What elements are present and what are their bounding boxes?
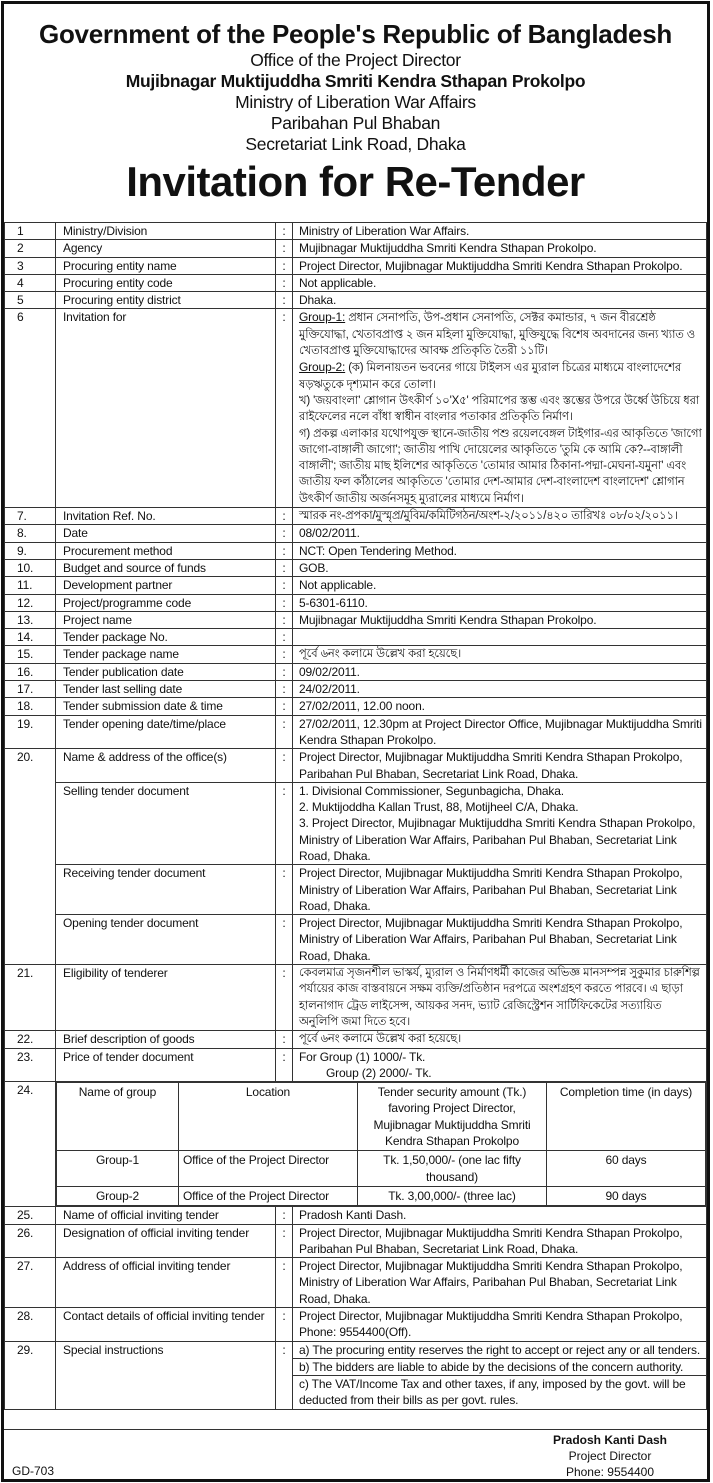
- group-tag: Group-1:: [299, 310, 346, 325]
- row-label: Agency: [56, 240, 276, 257]
- table-row: [5, 629, 707, 646]
- table-row: [5, 749, 707, 783]
- table-row: [5, 698, 707, 715]
- group-table-cell-value: 60 days: [547, 1151, 706, 1187]
- row-label: Designation of official inviting tender: [56, 1224, 276, 1258]
- table-row: [5, 274, 707, 291]
- row-colon: :: [276, 223, 293, 240]
- table-row: [5, 611, 707, 628]
- value-line: পূর্বে ৬নং কলামে উল্লেখ করা হয়েছে।: [299, 648, 462, 661]
- row-colon: :: [276, 1224, 293, 1258]
- row-colon: :: [276, 274, 293, 291]
- row-value: [293, 274, 707, 291]
- notice-heading: Invitation for Re-Tender: [126, 158, 585, 205]
- row-colon: :: [276, 646, 293, 663]
- row-colon: :: [276, 525, 293, 542]
- row-label: Ministry/Division: [56, 223, 276, 240]
- table-row: [5, 525, 707, 542]
- row-colon: :: [276, 594, 293, 611]
- value-line: 1. Divisional Commissioner, Segunbagicha, Dhaka.: [299, 783, 564, 798]
- row-colon: :: [276, 542, 293, 559]
- value-line: কেবলমাত্র সৃজনশীল ভাস্কর্য, ম্যুরাল ও নির্মাণধর্মী কাজের অভিজ্ঞ মানসম্পন্ন সুকুমার চারুশিল্প পর্যায়ের কাজ বাস্তবায়নে সক্ষম ব্যক্তি/প্রতিষ্ঠান দরপত্রে অংশগ্রহণ করতে পারবে। এ ছাড়া হালনাগাদ ট্রেড লাইসেন্স, আয়কর সনদ, ভ্যাট রেজিস্ট্রেশন সার্টিফিকেটের সত্যায়িত অনুলিপি জমা দিতে হবে।: [299, 967, 700, 1028]
- group-table-cell-value: Group-1: [57, 1151, 179, 1187]
- row-number: 11.: [5, 577, 56, 594]
- row-label: Invitation for: [56, 309, 276, 508]
- row-label: Development partner: [56, 577, 276, 594]
- value-line: Group (2) 2000/- Tk.: [326, 1065, 432, 1080]
- government-title: Government of the People's Republic of Bangladesh: [39, 19, 672, 49]
- table-row: [5, 309, 707, 508]
- row-label: Procuring entity district: [56, 292, 276, 309]
- table-row: [5, 782, 707, 864]
- row-number: 25.: [5, 1207, 56, 1224]
- row-label: Budget and source of funds: [56, 559, 276, 576]
- table-row: [5, 594, 707, 611]
- row-colon: :: [276, 508, 293, 525]
- row-number: 28.: [5, 1308, 56, 1342]
- table-row: [5, 1308, 707, 1342]
- row-colon: :: [276, 1207, 293, 1224]
- instruction-item: a) The procuring entity reserves the right to accept or reject any or all tenders.: [293, 1342, 706, 1359]
- value-line: 2. Muktijoddha Kallan Trust, 88, Motijheel C/A, Dhaka.: [299, 800, 579, 815]
- row-value: [293, 594, 707, 611]
- row-value: [293, 1258, 707, 1308]
- value-line: Project Director, Mujibnagar Muktijuddha Smriti Kendra Sthapan Prokolpo, Ministry of Liberation War Affairs, Paribahan Pul Bhaban, Secretariat Link Road, Dhaka.: [299, 1259, 683, 1306]
- row-colon: :: [276, 1341, 293, 1409]
- row-colon: :: [276, 240, 293, 257]
- row-value: [293, 663, 707, 680]
- group-table-cell: [56, 1082, 707, 1207]
- value-line: Mujibnagar Muktijuddha Smriti Kendra Sthapan Prokolpo.: [299, 612, 597, 627]
- row-colon: :: [276, 257, 293, 274]
- table-row: [5, 1258, 707, 1308]
- row-label: Tender opening date/time/place: [56, 715, 276, 749]
- row-colon: :: [276, 698, 293, 715]
- value-line: Mujibnagar Muktijuddha Smriti Kendra Sthapan Prokolpo.: [299, 241, 597, 256]
- row-label: Receiving tender document: [56, 865, 276, 915]
- row-label: Procurement method: [56, 542, 276, 559]
- row-colon: :: [276, 1258, 293, 1308]
- value-line: 27/02/2011, 12.30pm at Project Director Office, Mujibnagar Muktijuddha Smriti Kendra Sthapan Prokolpo.: [299, 716, 702, 747]
- row-colon: :: [276, 865, 293, 915]
- row-number: 29.: [5, 1341, 56, 1409]
- row-colon: :: [276, 715, 293, 749]
- instruction-item: b) The bidders are liable to abide by the decisions of the concern authority.: [293, 1359, 706, 1376]
- value-line: Project Director, Mujibnagar Muktijuddha Smriti Kendra Sthapan Prokolpo, Paribahan Pul Bhaban, Secretariat Link Road, Dhaka.: [299, 750, 683, 781]
- row-colon: :: [276, 1048, 293, 1082]
- value-line: 3. Project Director, Mujibnagar Muktijuddha Smriti Kendra Sthapan Prokolpo, Ministry of Liberation War Affairs, Paribahan Pul Bhaban, Secretariat Link Road, Dhaka.: [299, 816, 696, 863]
- row-number: 23.: [5, 1048, 56, 1082]
- row-value: [293, 577, 707, 594]
- row-colon: :: [276, 629, 293, 646]
- building-line: Paribahan Pul Bhaban: [270, 113, 441, 133]
- row-colon: :: [276, 611, 293, 628]
- value-line: Project Director, Mujibnagar Muktijuddha Smriti Kendra Sthapan Prokolpo, Ministry of Liberation War Affairs, Paribahan Pul Bhaban, Secretariat Link Road, Dhaka.: [299, 866, 683, 913]
- row-number: 6: [5, 309, 56, 508]
- row-value: [293, 1031, 707, 1048]
- row-number: 12.: [5, 594, 56, 611]
- value-line: Ministry of Liberation War Affairs.: [299, 224, 470, 238]
- group-table-cell-value: Group-2: [57, 1186, 179, 1205]
- row-colon: :: [276, 292, 293, 309]
- signatory-phone: Phone: 9554400: [565, 1465, 655, 1479]
- row-number: 9.: [5, 542, 56, 559]
- table-row: [5, 681, 707, 698]
- row-value: [293, 965, 707, 1031]
- group-text: খ) 'জয়বাংলা' শ্লোগান উৎকীর্ণ ১০'X৫' পরিমাপের স্তম্ভ এবং স্তম্ভের উপরে উর্ধ্বে উচিয়ে ধরা রাইফেলের নলে বাঁধা স্বাধীন বাংলার পতাকার প্রতিকৃতি নির্মাণ।: [299, 394, 700, 424]
- value-line: Not applicable.: [299, 275, 377, 290]
- row-value: [293, 1224, 707, 1258]
- row-label: Tender submission date & time: [56, 698, 276, 715]
- row-value: [293, 1308, 707, 1342]
- row-label: Selling tender document: [56, 782, 276, 864]
- value-line: 08/02/2011.: [299, 526, 360, 541]
- group-table-heading: Tender security amount (Tk.) favoring Project Director, Mujibnagar Muktijuddha Smriti Kendra Sthapan Prokolpo: [358, 1083, 547, 1151]
- row-colon: :: [276, 1308, 293, 1342]
- row-number: 19.: [5, 715, 56, 749]
- value-line: স্মারক নং-প্রপকা/মুস্মৃপ্র/মুবিম/কমিটিগঠন/অংশ-২/২০১১/৪২০ তারিখঃ ০৮/০২/২০১১।: [299, 510, 678, 523]
- table-row: [5, 715, 707, 749]
- row-label: Tender publication date: [56, 663, 276, 680]
- row-colon: :: [276, 749, 293, 783]
- group-table-heading: Location: [179, 1083, 358, 1151]
- special-instructions: [293, 1341, 707, 1409]
- row-label: Procuring entity name: [56, 257, 276, 274]
- row-value: [293, 1207, 707, 1224]
- office-line: Office of the Project Director: [250, 50, 461, 70]
- signature-block: [553, 1432, 667, 1480]
- table-row: [5, 1031, 707, 1048]
- group-table-header: [57, 1083, 706, 1151]
- table-row: [5, 577, 707, 594]
- group-table-cell-value: Office of the Project Director: [179, 1186, 358, 1205]
- table-row: [5, 257, 707, 274]
- row-label: Name of official inviting tender: [56, 1207, 276, 1224]
- row-number: 2: [5, 240, 56, 257]
- table-row: [5, 1048, 707, 1082]
- row-number: 24.: [5, 1082, 56, 1207]
- group-table-heading: Name of group: [57, 1083, 179, 1151]
- group-description: [299, 359, 702, 393]
- group-description: [299, 426, 702, 507]
- row-colon: :: [276, 309, 293, 508]
- group-table: [56, 1082, 706, 1206]
- row-number: 5: [5, 292, 56, 309]
- group-table-cell-value: 90 days: [547, 1186, 706, 1205]
- value-line: Project Director, Mujibnagar Muktijuddha Smriti Kendra Sthapan Prokolpo, Ministry of Liberation War Affairs, Paribahan Pul Bhaban, Secretariat Link Road, Dhaka.: [299, 916, 683, 963]
- value-line: Project Director, Mujibnagar Muktijuddha Smriti Kendra Sthapan Prokolpo, Paribahan Pul Bhaban, Secretariat Link Road, Dhaka.: [299, 1225, 683, 1256]
- row-label: Opening tender document: [56, 915, 276, 965]
- row-number: 22.: [5, 1031, 56, 1048]
- row-colon: :: [276, 681, 293, 698]
- group-text: গ) প্রকল্প এলাকার যথোপযুক্ত স্থানে-জাতীয় পশু রয়েলবেঙ্গল টাইগার-এর আকৃতিতে 'জাগো জাগো-বাঙ্গালী জাগো'; জাতীয় পাখি দোয়েলের আকৃতিতে 'তুমি কে আমি কে?--বাঙ্গালী বাঙ্গালী'; জাতীয় মাছ ইলিশের আকৃতিতে 'তোমার আমার ঠিকানা-পদ্মা-মেঘনা-যমুনা' এবং জাতীয় ফল কাঁঠালের আকৃতিতে 'তোমার দেশ-আমার দেশ-বাংলাদেশ বাংলাদেশ' শ্লোগান উৎকীর্ণ জাতীয় অর্জনসমূহ ম্যুরালের মাধ্যমে নির্মাণ।: [299, 427, 702, 505]
- value-line: 27/02/2011, 12.00 noon.: [299, 699, 425, 714]
- group-table-row: [57, 1151, 706, 1187]
- project-name-line: Mujibnagar Muktijuddha Smriti Kendra Sthapan Prokolpo: [125, 71, 586, 91]
- group-table-cell-value: Tk. 3,00,000/- (three lac): [358, 1186, 547, 1205]
- row-value: [293, 257, 707, 274]
- row-colon: :: [276, 663, 293, 680]
- row-colon: :: [276, 915, 293, 965]
- row-value: [293, 698, 707, 715]
- row-label: Date: [56, 525, 276, 542]
- ministry-line: Ministry of Liberation War Affairs: [235, 92, 476, 112]
- table-row: [5, 292, 707, 309]
- invitation-groups: [293, 309, 707, 508]
- row-label: Project/programme code: [56, 594, 276, 611]
- value-line: NCT: Open Tendering Method.: [299, 543, 457, 558]
- row-value: [293, 508, 707, 525]
- row-label: Tender package name: [56, 646, 276, 663]
- row-number: 20.: [5, 749, 56, 965]
- row-value: [293, 681, 707, 698]
- value-line: Project Director, Mujibnagar Muktijuddha Smriti Kendra Sthapan Prokolpo, Phone: 9554400(Off).: [299, 1309, 683, 1340]
- row-value: [293, 782, 707, 864]
- table-row: [5, 915, 707, 965]
- group-description: [299, 393, 702, 426]
- group-table-row: [57, 1186, 706, 1205]
- table-row: [5, 240, 707, 257]
- notice-footer: [4, 1429, 707, 1480]
- group-tag: Group-2:: [299, 360, 346, 375]
- notice-header: [4, 18, 707, 207]
- group-table-cell-value: Office of the Project Director: [179, 1151, 358, 1187]
- value-line: For Group (1) 1000/- Tk.: [299, 1049, 426, 1064]
- row-value: [293, 292, 707, 309]
- row-value: [293, 749, 707, 783]
- row-value: [293, 865, 707, 915]
- row-value: [293, 542, 707, 559]
- group-text: (ক) মিলনায়তন ভবনের গায়ে টাইলস এর ম্যুরাল চিত্রের মাধ্যমে বাংলাদেশের ষড়ঋতুকে দৃশ্যমান করে তোলা।: [299, 362, 681, 391]
- row-value: [293, 223, 707, 240]
- table-row: [5, 542, 707, 559]
- value-line: Pradosh Kanti Dash.: [299, 1208, 407, 1223]
- group-table-cell-value: Tk. 1,50,000/- (one lac fifty thousand): [358, 1151, 547, 1187]
- table-row: [5, 1082, 707, 1207]
- table-row: [5, 1224, 707, 1258]
- group-table-heading: Completion time (in days): [547, 1083, 706, 1151]
- table-row: [5, 865, 707, 915]
- row-value: [293, 629, 707, 646]
- row-value: [293, 1048, 707, 1082]
- value-line: Project Director, Mujibnagar Muktijuddha Smriti Kendra Sthapan Prokolpo.: [299, 258, 683, 273]
- row-label: Price of tender document: [56, 1048, 276, 1082]
- row-colon: :: [276, 1031, 293, 1048]
- tender-details-table: [4, 222, 707, 1410]
- row-number: 17.: [5, 681, 56, 698]
- row-number: 15.: [5, 646, 56, 663]
- row-number: 14.: [5, 629, 56, 646]
- signatory-name: Pradosh Kanti Dash: [552, 1433, 667, 1447]
- row-number: 26.: [5, 1224, 56, 1258]
- tender-notice: [1, 1, 710, 1482]
- row-label: Brief description of goods: [56, 1031, 276, 1048]
- row-number: 21.: [5, 965, 56, 1031]
- row-value: [293, 915, 707, 965]
- row-number: 4: [5, 274, 56, 291]
- table-row: [5, 663, 707, 680]
- row-number: 18.: [5, 698, 56, 715]
- row-value: [293, 559, 707, 576]
- row-label: Tender package No.: [56, 629, 276, 646]
- row-label: Tender last selling date: [56, 681, 276, 698]
- value-line: Not applicable.: [299, 578, 377, 593]
- row-label: Invitation Ref. No.: [56, 508, 276, 525]
- row-colon: :: [276, 559, 293, 576]
- row-number: 13.: [5, 611, 56, 628]
- table-row: [5, 1341, 707, 1409]
- row-label: Name & address of the office(s): [56, 749, 276, 783]
- table-row: [5, 559, 707, 576]
- signatory-designation: Project Director: [568, 1449, 652, 1463]
- value-line: 5-6301-6110.: [299, 595, 368, 610]
- row-label: Address of official inviting tender: [56, 1258, 276, 1308]
- row-value: [293, 646, 707, 663]
- table-row: [5, 646, 707, 663]
- address-line: Secretariat Link Road, Dhaka: [245, 134, 466, 154]
- row-label: Project name: [56, 611, 276, 628]
- row-label: Special instructions: [56, 1341, 276, 1409]
- row-value: [293, 715, 707, 749]
- row-number: 27.: [5, 1258, 56, 1308]
- row-number: 1: [5, 223, 56, 240]
- row-colon: :: [276, 577, 293, 594]
- table-row: [5, 223, 707, 240]
- value-line: 24/02/2011.: [299, 682, 360, 697]
- row-number: 7.: [5, 508, 56, 525]
- row-colon: :: [276, 965, 293, 1031]
- row-number: 16.: [5, 663, 56, 680]
- row-value: [293, 240, 707, 257]
- row-label: Procuring entity code: [56, 274, 276, 291]
- ad-code: GD-703: [12, 1464, 55, 1478]
- row-number: 10.: [5, 559, 56, 576]
- row-label: Contact details of official inviting tender: [56, 1308, 276, 1342]
- value-line: GOB.: [299, 560, 329, 575]
- row-colon: :: [276, 782, 293, 864]
- table-row: [5, 508, 707, 525]
- row-number: 8.: [5, 525, 56, 542]
- value-line: পূর্বে ৬নং কলামে উল্লেখ করা হয়েছে।: [299, 1033, 462, 1046]
- group-text: প্রধান সেনাপতি, উপ-প্রধান সেনাপতি, সেক্টর কমান্ডার, ৭ জন বীরশ্রেষ্ঠ মুক্তিযোদ্ধা, খেতাবপ্রাপ্ত ২ জন মহিলা মুক্তিযোদ্ধা, মুক্তিযুদ্ধে বিশেষ অবদানের জন্য খ্যাত ও খেতাবপ্রাপ্ত মুক্তিযোদ্ধাদের আবক্ষ প্রতিকৃতি তৈরী ১১টি।: [299, 312, 696, 358]
- row-value: [293, 525, 707, 542]
- value-line: Dhaka.: [299, 293, 337, 308]
- instruction-item: c) The VAT/Income Tax and other taxes, if any, imposed by the govt. will be deducted from their bills as per govt. rules.: [299, 1377, 686, 1408]
- row-value: [293, 611, 707, 628]
- row-number: 3: [5, 257, 56, 274]
- table-row: [5, 1207, 707, 1224]
- value-line: 09/02/2011.: [299, 664, 360, 679]
- row-label: Eligibility of tenderer: [56, 965, 276, 1031]
- table-row: [5, 965, 707, 1031]
- group-description: [299, 309, 702, 359]
